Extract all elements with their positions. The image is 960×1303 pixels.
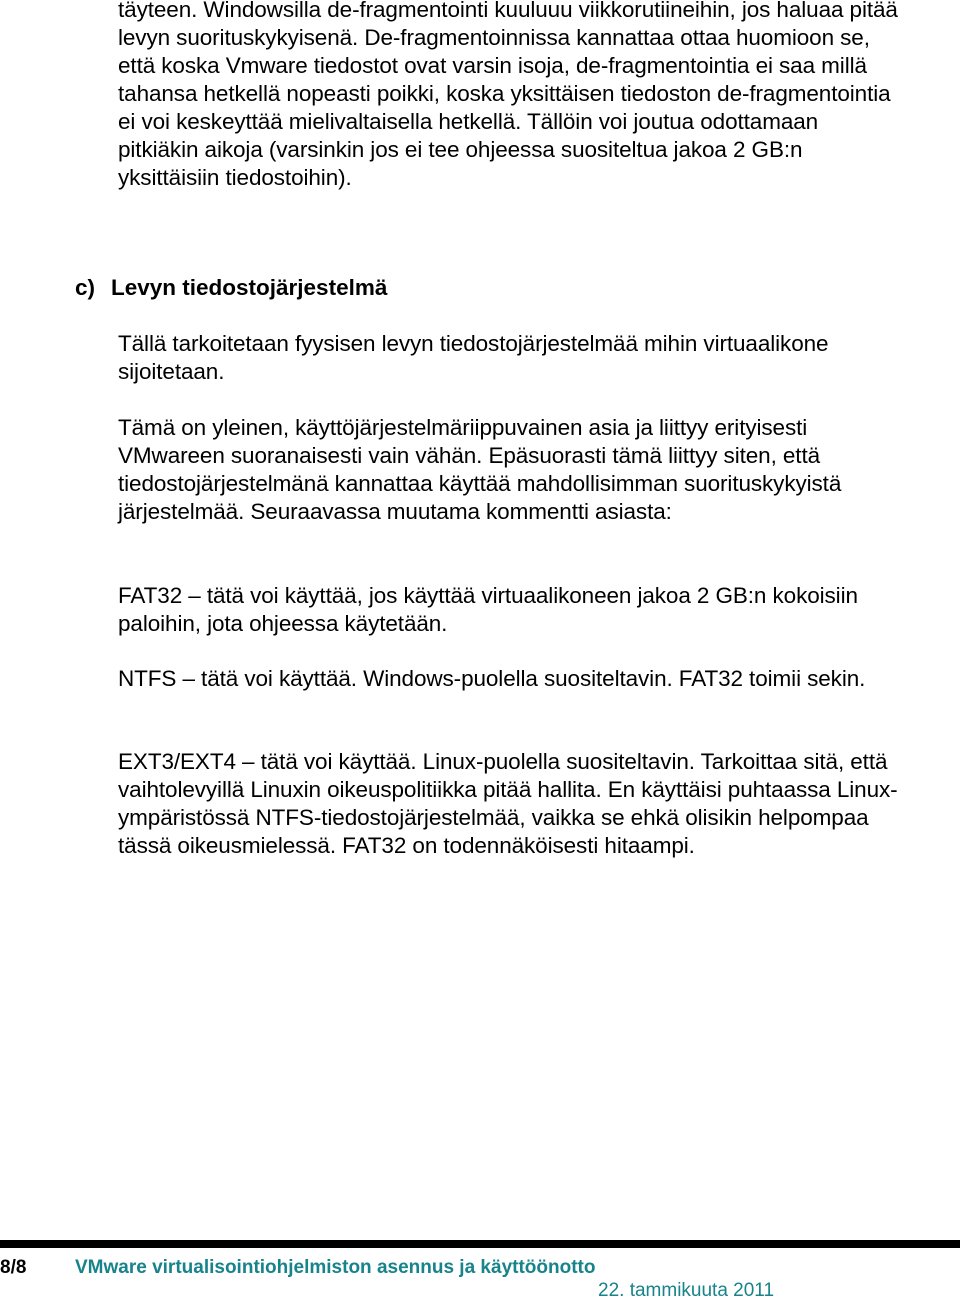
footer-divider (0, 1240, 960, 1248)
paragraph-ext: EXT3/EXT4 – tätä voi käyttää. Linux-puolella suositeltavin. Tarkoittaa sitä, että vaihtolevyillä Linuxin oikeuspolitiikka pitää hallita. En käyttäisi puhtaassa Linux-ympäristössä NTFS-tiedostojärjestelmää, vaikka se ehkä olisikin helpompaa tässä oikeusmielessä. FAT32 on todennäköisesti hitaampi. (118, 749, 898, 858)
section-title: Levyn tiedostojärjestelmä (111, 275, 388, 300)
intro-paragraph: täyteen. Windowsilla de-fragmentointi kuuluuu viikkorutiineihin, jos haluaa pitää levyn suorituskykyisenä. De-fragmentoinnissa kannattaa ottaa huomioon se, että koska Vmware tiedostot ovat varsin isoja, de-fragmentointia ei saa millä tahansa hetkellä nopeasti poikki, koska yksittäisen tiedoston de-fragmentointia ei voi keskeyttää mielivaltaisella hetkellä. Tällöin voi joutua odottamaan pitkiäkin aikoja (varsinkin jos ei tee ohjeessa suositeltua jakoa 2 GB:n yksittäisiin tiedostoihin). (118, 0, 898, 190)
paragraph-definition: Tällä tarkoitetaan fyysisen levyn tiedostojärjestelmää mihin virtuaalikone sijoitetaan. (118, 331, 829, 384)
paragraph-ntfs: NTFS – tätä voi käyttää. Windows-puolella suositeltavin. FAT32 toimii sekin. (118, 666, 866, 691)
footer-date: 22. tammikuuta 2011 (598, 1280, 775, 1301)
section-heading (75, 274, 387, 302)
paragraph-general: Tämä on yleinen, käyttöjärjestelmäriippuvainen asia ja liittyy erityisesti VMwareen suoranaisesti vain vähän. Epäsuorasti tämä liittyy siten, että tiedostojärjestelmänä kannattaa käyttää mahdollisimman suorituskykyistä järjestelmää. Seuraavassa muutama kommentti asiasta: (118, 415, 842, 524)
paragraph-fat32: FAT32 – tätä voi käyttää, jos käyttää virtuaalikoneen jakoa 2 GB:n kokoisiin paloihin, jota ohjeessa käytetään. (118, 583, 858, 636)
footer-document-title: VMware virtualisointiohjelmiston asennus ja käyttöönotto (75, 1257, 596, 1278)
footer-page-number: 8/8 (0, 1257, 27, 1278)
section-marker: c) (75, 275, 96, 300)
